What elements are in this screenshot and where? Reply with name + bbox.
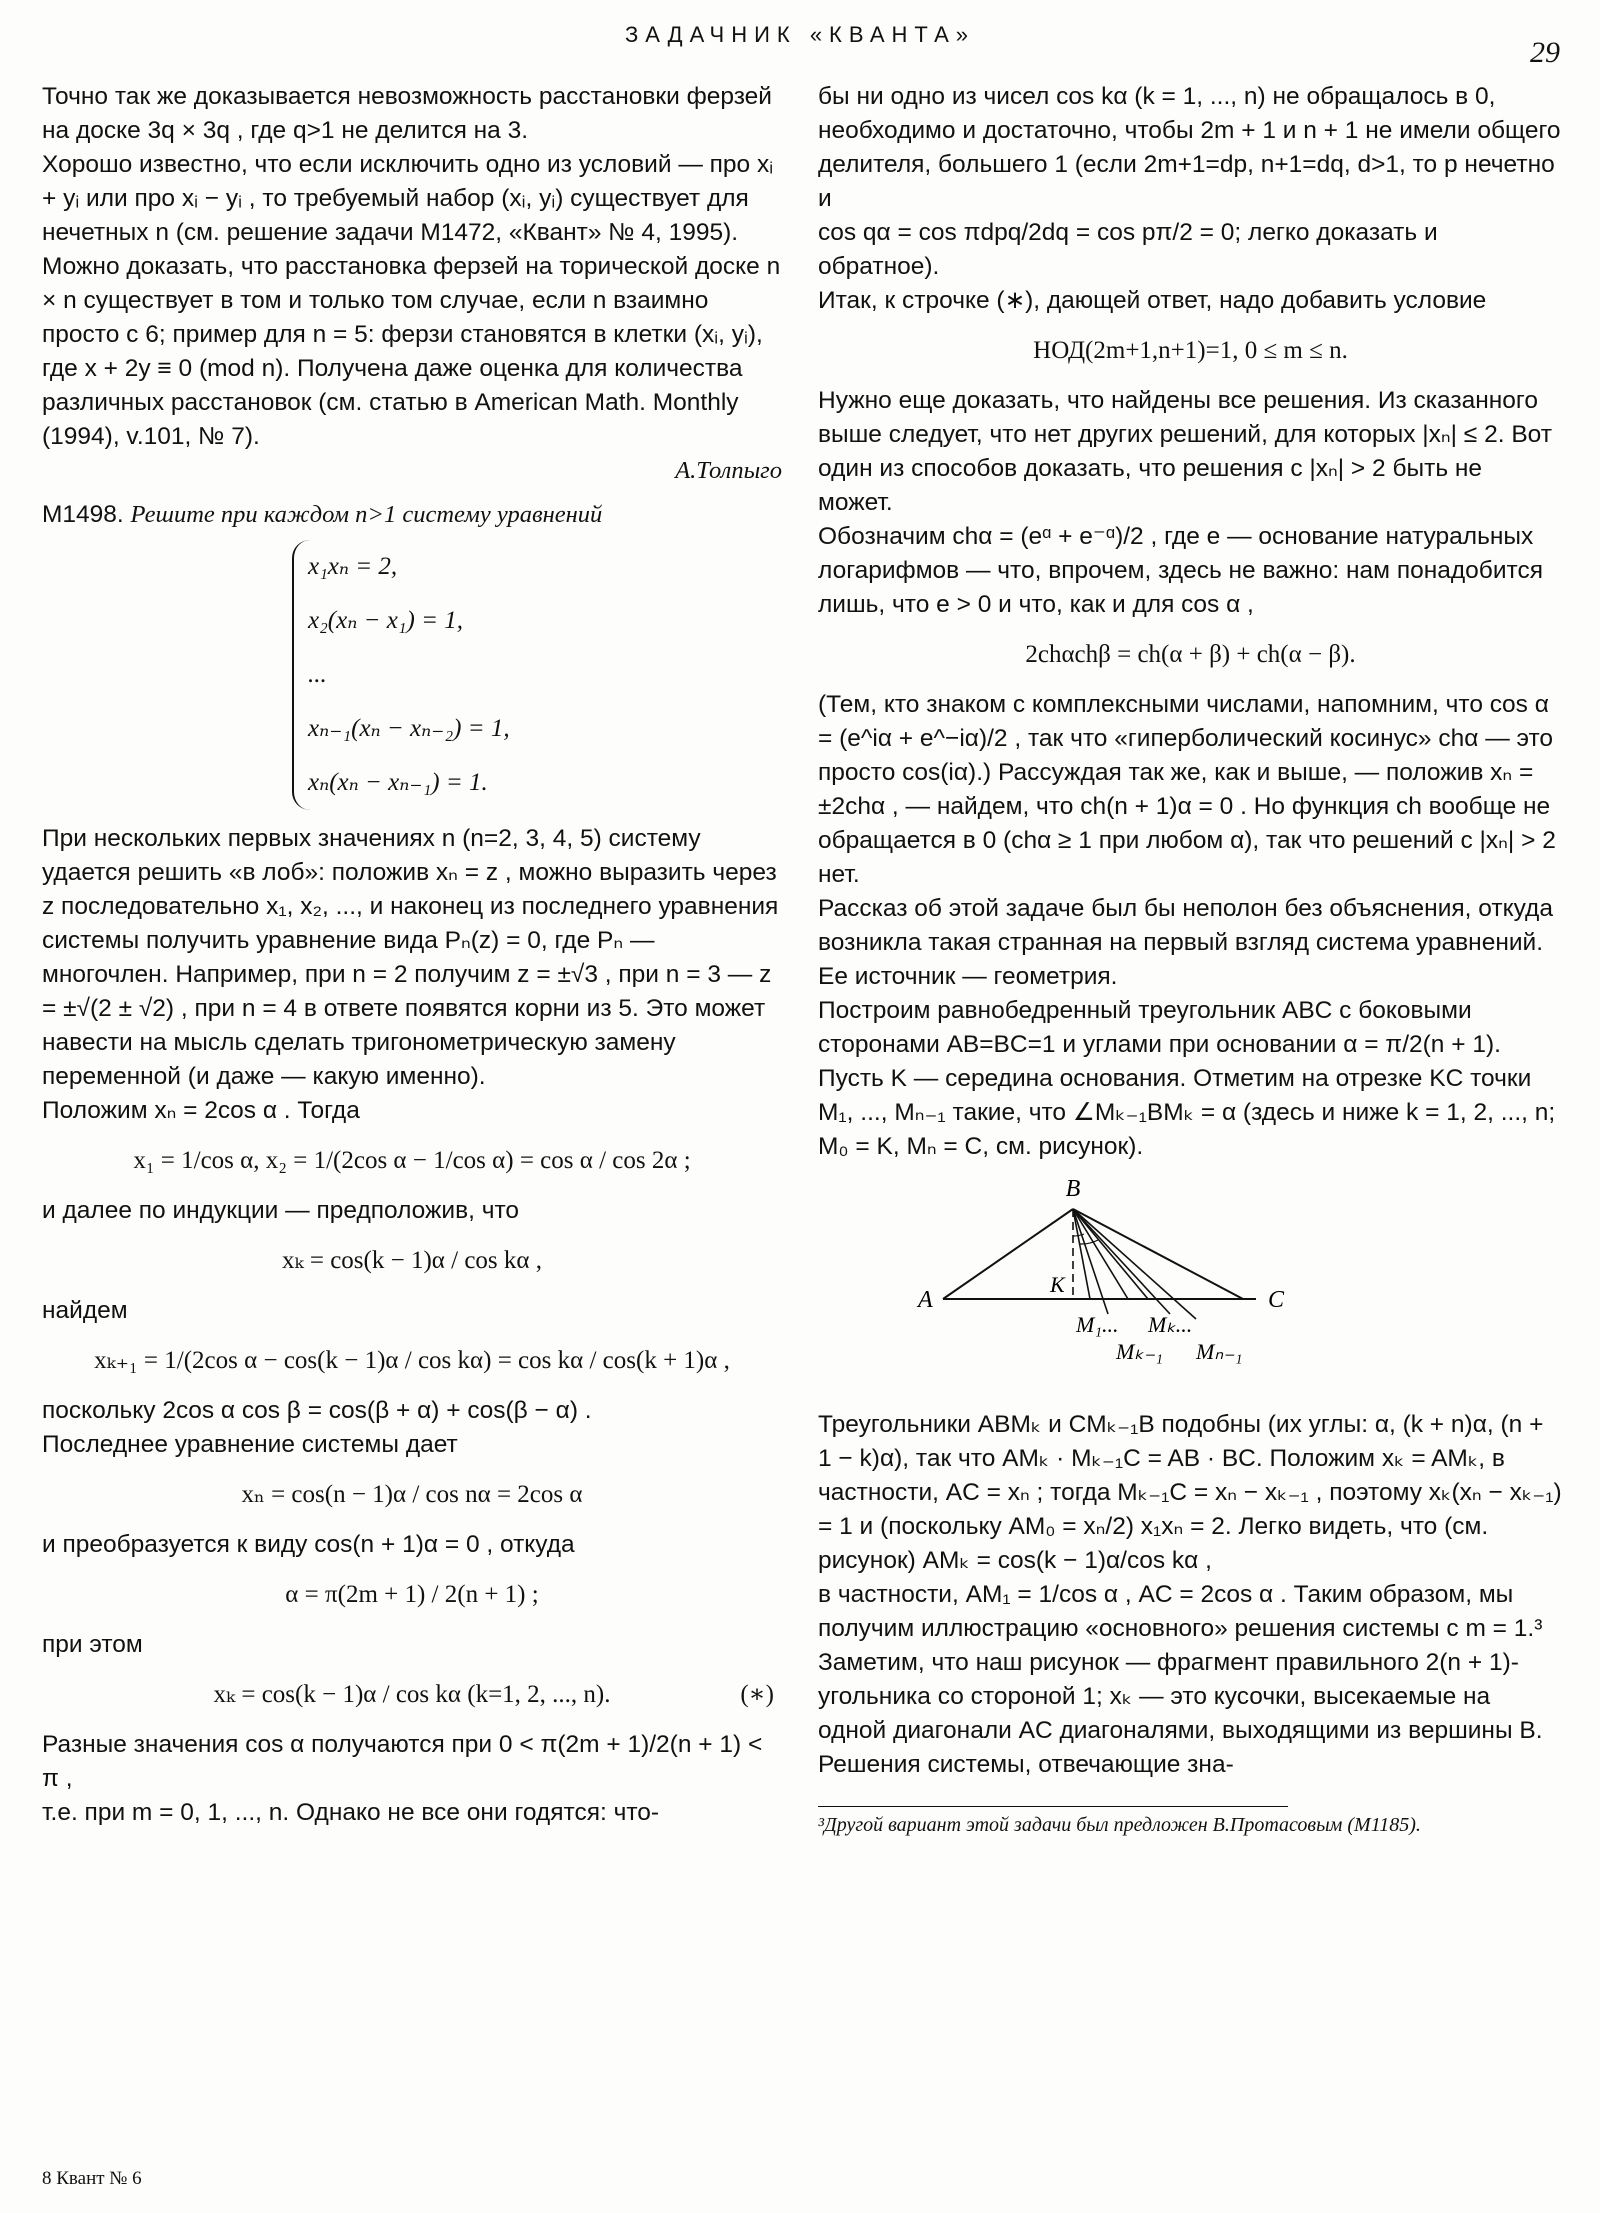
- system-equation-n-1: xₙ₋₁(xₙ − xₙ₋₂) = 1,: [308, 715, 510, 742]
- formula-x1-x2: x₁ = 1/cos α, x₂ = 1/(2cos α − 1/cos α) = cos α / cos 2α ;: [133, 1147, 691, 1174]
- formula-answer: [42, 1672, 782, 1718]
- formula-answer-body: xₖ = cos(k − 1)α / cos kα (k=1, 2, ..., n).: [213, 1681, 611, 1708]
- running-header: ЗАДАЧНИК «КВАНТА»: [624, 22, 975, 47]
- paragraph-find: найдем: [42, 1297, 128, 1324]
- paragraph-identity: поскольку 2cos α cos β = cos(β + α) + cos(β − α) .: [42, 1397, 592, 1424]
- problem-id: M1498.: [42, 501, 124, 528]
- author-signature: А.Толпыго: [675, 457, 782, 484]
- paragraph-induction: и далее по индукции — предположив, что: [42, 1197, 520, 1224]
- paragraph-distinct-values: Разные значения cos α получаются при 0 < π(2m + 1)/2(n + 1) < π ,: [42, 1731, 763, 1792]
- point-mn-1-label: Mₙ₋₁: [1196, 1339, 1243, 1364]
- triangle-figure: [818, 1174, 1563, 1404]
- paragraph-similar-triangles: Треугольники ABMₖ и CMₖ₋₁B подобны (их углы: α, (k + n)α, (n + 1 − k)α), так что AMₖ · Mₖ₋₁C = AB · BC. Положим xₖ = AMₖ, в частности, AC = xₙ ; тогда Mₖ₋₁C = xₙ − xₖ₋₁ , поэтому xₖ(xₙ − xₖ₋₁) = 1 и (поскольку AM₀ = xₙ/2) x₁xₙ = 2. Легко видеть, что (см. рисунок) AMₖ = cos(k − 1)α/cos kα ,: [818, 1411, 1562, 1574]
- paragraph-polygon: Заметим, что наш рисунок — фрагмент правильного 2(n + 1)-угольника со стороной 1; xₖ — это кусочки, высекаемые на одной диагонали AC диагоналями, выходящими из вершины B. Решения системы, отвечающие зна-: [818, 1649, 1543, 1778]
- paragraph-transform: и преобразуется к виду cos(n + 1)α = 0 , откуда: [42, 1531, 575, 1558]
- formula-xk-plus-1: xₖ₊₁ = 1/(2cos α − cos(k − 1)α / cos kα) = cos kα / cos(k + 1)α ,: [94, 1347, 730, 1374]
- paragraph-all-solutions: Нужно еще доказать, что найдены все решения. Из сказанного выше следует, что нет других решений, для которых |xₙ| ≤ 2. Вот один из способов доказать, что решения с |xₙ| > 2 быть не может.: [818, 387, 1552, 516]
- footnote-rule: [818, 1806, 1288, 1807]
- paragraph-substitution: Положим xₙ = 2cos α . Тогда: [42, 1097, 360, 1124]
- paragraph-last-equation: Последнее уравнение системы дает: [42, 1431, 458, 1458]
- equation-system: [292, 540, 782, 810]
- formula-xk: xₖ = cos(k − 1)α / cos kα ,: [281, 1247, 542, 1274]
- formula-xn: xₙ = cos(n − 1)α / cos nα = 2cos α: [241, 1481, 583, 1508]
- intro-paragraph-2: Хорошо известно, что если исключить одно из условий — про xᵢ + yᵢ или про xᵢ − yᵢ , то требуемый набор (xᵢ, yᵢ) существует для нечетных n (см. решение задачи M1472, «Квант» № 4, 1995). Можно доказать, что расстановка ферзей на торической доске n × n существует в том и только том случае, если n взаимно просто с 6; пример для n = 5: ферзи становятся в клетки (xᵢ, yᵢ), где x + 2y ≡ 0 (mod n). Получена даже оценка для количества различных расстановок (см. статью в American Math. Monthly (1994), v.101, № 7).: [42, 151, 781, 450]
- left-column: [42, 80, 782, 1830]
- point-mk-label: Mₖ...: [1148, 1312, 1193, 1337]
- page-number: 29: [1530, 36, 1560, 69]
- point-k-label: K: [1050, 1272, 1065, 1297]
- point-mk-1-label: Mₖ₋₁: [1116, 1339, 1163, 1364]
- paragraph-first-values: При нескольких первых значениях n (n=2, 3, 4, 5) систему удается решить «в лоб»: положив xₙ = z , можно выразить через z последовательно x₁, x₂, ..., и наконец из последнего уравнения системы получить уравнение вида Pₙ(z) = 0, где Pₙ — многочлен. Например, при n = 2 получим z = ±√3 , при n = 3 — z = ±√(2 ± √2) , при n = 4 в ответе появятся корни из 5. Это может навести на мысль сделать тригонометрическую замену переменной (и даже — какую именно).: [42, 825, 779, 1090]
- paragraph-illustration: в частности, AM₁ = 1/cos α , AC = 2cos α . Таким образом, мы получим иллюстрацию «основного» решения системы с m = 1.³: [818, 1581, 1543, 1642]
- system-ellipsis: ...: [308, 661, 327, 688]
- vertex-c-label: C: [1268, 1287, 1285, 1313]
- footnote: ³Другой вариант этой задачи был предложен В.Протасовым (M1185).: [818, 1814, 1421, 1836]
- point-m1-label: M₁...: [1076, 1312, 1119, 1337]
- system-equation-n: xₙ(xₙ − xₙ₋₁) = 1.: [308, 769, 488, 796]
- signature-mark: 8 Квант № 6: [42, 2168, 142, 2189]
- paragraph-construction: Построим равнобедренный треугольник ABC с боковыми сторонами AB=BC=1 и углами при основании α = π/2(n + 1). Пусть K — середина основания. Отметим на отрезке KC точки M₁, ..., Mₙ₋₁ такие, что ∠Mₖ₋₁BMₖ = α (здесь и ниже k = 1, 2, ..., n; M₀ = K, Mₙ = C, см. рисунок).: [818, 997, 1556, 1160]
- paragraph-add-condition: Итак, к строчке (∗), дающей ответ, надо добавить условие: [818, 287, 1487, 314]
- paragraph-m-values: т.е. при m = 0, 1, ..., n. Однако не все они годятся: что-: [42, 1799, 660, 1826]
- right-column: [818, 80, 1563, 1837]
- paragraph-at-this: при этом: [42, 1631, 143, 1658]
- formula-ch-identity: 2chαchβ = ch(α + β) + ch(α − β).: [1025, 641, 1356, 668]
- system-equation-1: x₁xₙ = 2,: [308, 553, 398, 580]
- paragraph-ch-definition: Обозначим chα = (eᵅ + e⁻ᵅ)/2 , где e — основание натуральных логарифмов — что, впрочем, здесь не важно: нам понадобится лишь, что e > 0 и что, как и для cos α ,: [818, 523, 1543, 618]
- vertex-b-label: B: [1065, 1176, 1081, 1202]
- paragraph-cos-q: cos qα = cos πdpq/2dq = cos pπ/2 = 0; легко доказать и обратное).: [818, 219, 1438, 280]
- paragraph-origin: Рассказ об этой задаче был бы неполон без объяснения, откуда возникла такая странная на первый взгляд система уравнений. Ее источник — геометрия.: [818, 895, 1553, 990]
- system-equation-2: x₂(xₙ − x₁) = 1,: [308, 607, 463, 634]
- problem-heading: [42, 498, 782, 532]
- vertex-a-label: A: [918, 1287, 933, 1313]
- paragraph-nonzero: бы ни одно из чисел cos kα (k = 1, ..., n) не обращалось в 0, необходимо и достаточно, чтобы 2m + 1 и n + 1 не имели общего делителя, большего 1 (если 2m+1=dp, n+1=dq, d>1, то p нечетно и: [818, 83, 1561, 212]
- paragraph-complex: (Тем, кто знаком с комплексными числами, напомним, что cos α = (e^iα + e^−iα)/2 , так что «гиперболический косинус» chα — это просто cos(iα).) Рассуждая так же, как и выше, — положив xₙ = ±2chα , — найдем, что ch(n + 1)α = 0 . Но функция ch вообще не обращается в 0 (chα ≥ 1 при любом α), так что решений с |xₙ| > 2 нет.: [818, 691, 1556, 888]
- triangle-diagram: [818, 1174, 1563, 1404]
- formula-gcd: НОД(2m+1,n+1)=1, 0 ≤ m ≤ n.: [1033, 337, 1348, 364]
- problem-statement: Решите при каждом n>1 систему уравнений: [130, 501, 603, 528]
- intro-paragraph-1: Точно так же доказывается невозможность расстановки ферзей на доске 3q × 3q , где q>1 не делится на 3.: [42, 83, 772, 144]
- formula-answer-tag: (∗): [740, 1681, 774, 1708]
- formula-alpha: α = π(2m + 1) / 2(n + 1) ;: [285, 1581, 539, 1608]
